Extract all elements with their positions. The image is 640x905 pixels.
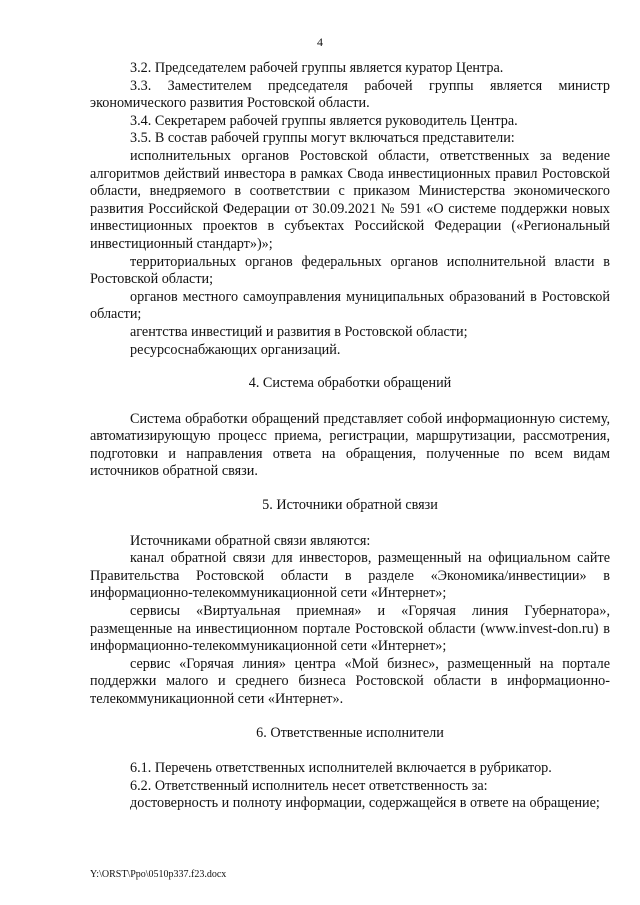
paragraph-6-1: 6.1. Перечень ответственных исполнителей включается в рубрикатор. xyxy=(130,760,552,777)
paragraph-3-5: 3.5. В состав рабочей группы могут включаться представители: xyxy=(130,130,515,147)
paragraph-3-2: 3.2. Председателем рабочей группы является куратор Центра. xyxy=(130,60,504,76)
paragraph-6-2: 6.2. Ответственный исполнитель несет ответственность за: xyxy=(130,777,488,794)
list-item: исполнительных органов Ростовской области, ответственных за ведение алгоритмов действий инвестора в рамках Свода инвестиционных правил Ростовской области, внедряемого в соответствии с приказом Министерства экономического развития Российской Федерации от 30.09.2021 № 591 «О системе поддержки новых инвестиционных проектов в субъектах Российской Федерации («Региональный инвестиционный стандарт»)»; xyxy=(90,147,610,252)
section-4-heading: 4. Система обработки обращений xyxy=(248,375,452,392)
file-path-footer: Y:\ORST\Ppo\0510p337.f23.docx xyxy=(90,869,227,880)
section-6-heading: 6. Ответственные исполнители xyxy=(256,724,444,741)
list-item: агентства инвестиций и развития в Ростовской области; xyxy=(130,323,468,340)
page-content xyxy=(90,60,610,813)
page-number: 4 xyxy=(317,35,323,49)
list-item: сервис «Горячая линия» центра «Мой бизнес», размещенный на портале поддержки малого и среднего бизнеса Ростовской области в информационно-телекоммуникационной сети «Интернет». xyxy=(90,655,610,707)
list-item: канал обратной связи для инвесторов, размещенный на официальном сайте Правительства Ростовской области в разделе «Экономика/инвестиции» в информационно-телекоммуникационной сети «Интернет»; xyxy=(90,550,610,602)
list-item: ресурсоснабжающих организаций. xyxy=(130,341,341,358)
section-5-intro: Источниками обратной связи являются: xyxy=(130,532,371,549)
section-4-text: Система обработки обращений представляет собой информационную систему, автоматизирующую процесс приема, регистрации, маршрутизации, рассмотрения, подготовки и направления ответа на обращения, полученные по всем видам источников обратной связи. xyxy=(90,410,610,480)
paragraph-3-3: 3.3. Заместителем председателя рабочей группы является министр экономического развития Ростовской области. xyxy=(90,77,610,112)
list-item: сервисы «Виртуальная приемная» и «Горячая линия Губернатора», размещенные на инвестиционном портале Ростовской области (www.invest-don.ru) в информационно-телекоммуникационной сети «Интернет»; xyxy=(90,603,610,655)
section-5-heading: 5. Источники обратной связи xyxy=(262,497,438,514)
list-item: территориальных органов федеральных органов исполнительной власти в Ростовской области; xyxy=(90,253,610,288)
list-item: достоверность и полноту информации, содержащейся в ответе на обращение; xyxy=(130,795,600,812)
paragraph-3-4: 3.4. Секретарем рабочей группы является руководитель Центра. xyxy=(130,112,518,129)
list-item: органов местного самоуправления муниципальных образований в Ростовской области; xyxy=(90,288,610,323)
